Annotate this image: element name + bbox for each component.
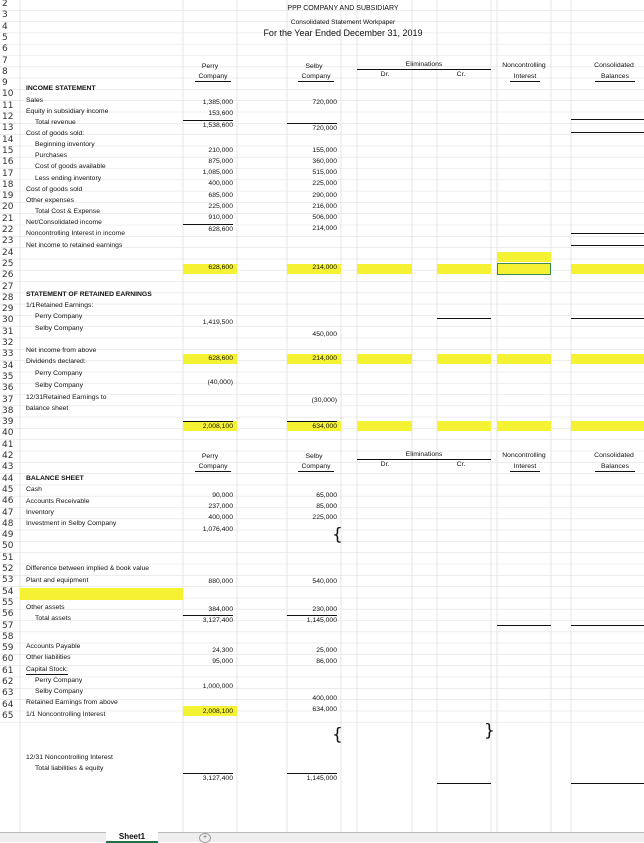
label-capital-stock: Capital Stock: [26,666,68,673]
selby-re-1231[interactable]: 634,000 [287,421,337,431]
selby-ar[interactable]: 85,000 [316,503,337,510]
row-number[interactable]: 3 [2,10,8,21]
row-number[interactable]: 50 [2,541,14,552]
row-number[interactable]: 24 [2,247,14,258]
col-eliminations: Eliminations [357,60,491,70]
row-number[interactable]: 58 [2,631,14,642]
selby-capital-stock[interactable]: 400,000 [312,695,337,702]
input-dr-re[interactable] [357,421,412,431]
selby-nire[interactable]: 214,000 [312,264,337,271]
selby-total-assets[interactable]: 1,145,000 [287,615,337,625]
row-number[interactable]: 55 [2,597,14,608]
label-tle: Total liabilities & equity [35,765,104,772]
row-number[interactable]: 10 [2,89,14,100]
row-number[interactable]: 7 [2,55,8,66]
selby-ni[interactable]: 214,000 [312,225,337,232]
selby-other-assets[interactable]: 230,000 [312,606,337,613]
col-perry-label-2: Perry [201,453,219,460]
input-dr-nia[interactable] [357,354,412,364]
selby-other-exp[interactable]: 216,000 [312,203,337,210]
col-consolidated-label-2: Consolidated [594,452,634,459]
row-number[interactable]: 46 [2,496,14,507]
period-title: For the Year Ended December 31, 2019 [263,28,423,38]
label-other-liab: Other liabilities [26,654,71,661]
row-number[interactable]: 56 [2,609,14,620]
perry-beg-inv[interactable]: 210,000 [208,147,233,154]
label-cs-selby: Selby Company [35,688,83,695]
selby-ap[interactable]: 25,000 [316,647,337,654]
perry-capital-stock[interactable]: 1,000,000 [202,683,233,690]
input-cr-nire[interactable] [437,264,491,274]
rule-cons-re [571,318,644,319]
col-cr: Cr. [456,71,466,78]
row-number[interactable]: 36 [2,383,14,394]
row-number[interactable]: 52 [2,564,14,574]
label-nci-11: 1/1 Noncontrolling Interest [26,711,106,718]
sheet-tab-sheet1[interactable]: Sheet1 [106,832,158,843]
label-ni: Net/Consolidated income [26,219,102,226]
perry-tle[interactable]: 3,127,400 [183,773,233,783]
row-number[interactable]: 14 [2,134,14,145]
add-sheet-icon[interactable]: + [199,833,211,843]
row-number[interactable]: 15 [2,145,14,156]
label-avail: Cost of goods available [35,163,106,170]
perry-nia[interactable]: 628,600 [208,355,233,362]
perry-ni[interactable]: 628,600 [183,224,233,234]
perry-tce[interactable]: 910,000 [208,214,233,221]
col-selby-sub-2: Company [298,462,334,472]
input-nci-nia[interactable] [497,354,551,364]
selby-cash[interactable]: 65,000 [316,492,337,499]
row-number[interactable]: 62 [2,677,14,687]
perry-other-assets[interactable]: 384,000 [208,606,233,613]
row-number[interactable]: 11 [2,100,14,111]
input-cons-nire[interactable] [571,264,644,274]
row-number[interactable]: 17 [2,168,14,179]
row-number[interactable]: 48 [2,518,14,529]
row-number[interactable]: 13 [2,123,14,134]
label-re-above: Retained Earnings from above [26,699,118,706]
col-consolidated-sub-2: Balances [595,462,635,472]
label-other-exp: Other expenses [26,197,74,204]
row-number[interactable]: 53 [2,575,14,586]
input-cons-re[interactable] [571,421,644,431]
col-nci-label-2: Noncontrolling [502,452,546,459]
perry-pe[interactable]: 880,000 [208,578,233,585]
row-number[interactable]: 28 [2,292,14,303]
col-eliminations-2: Eliminations [357,450,491,460]
label-inv-selby: Investment in Selby Company [26,520,117,527]
selby-tce[interactable]: 506,000 [312,214,337,221]
label-inventory: Inventory [26,509,54,516]
perry-dividends[interactable]: (40,000) [207,379,233,386]
row-number[interactable]: 63 [2,688,14,699]
perry-re-11[interactable]: 1,419,500 [202,319,233,326]
label-re-1231b: balance sheet [26,405,69,412]
label-nia: Net income from above [26,347,97,354]
perry-total-assets[interactable]: 3,127,400 [183,615,233,625]
company-title: PPP COMPANY AND SUBSIDIARY [287,5,399,12]
row-number[interactable]: 44 [2,473,14,484]
perry-avail[interactable]: 1,085,000 [202,169,233,176]
row-number[interactable]: 20 [2,202,14,213]
selby-cogs[interactable]: 290,000 [312,192,337,199]
row-number[interactable]: 27 [2,281,14,292]
row-number[interactable]: 9 [2,78,8,89]
row-number[interactable]: 4 [2,21,8,32]
rule-cons-sales [571,119,644,120]
row-number[interactable]: 45 [2,484,14,495]
row-number[interactable]: 21 [2,213,14,224]
perry-ar[interactable]: 237,000 [208,503,233,510]
col-dr-2: Dr. [380,461,390,468]
row-number[interactable]: 35 [2,371,14,382]
row-number[interactable]: 29 [2,304,14,315]
label-cs-perry: Perry Company [35,677,83,684]
col-perry-sub-2: Company [195,462,231,472]
label-div-perry: Perry Company [35,370,83,377]
label-nire: Net income to retained earnings [26,242,123,249]
row-number[interactable]: 6 [2,44,8,55]
row-number[interactable]: 25 [2,258,14,269]
selby-other-liab[interactable]: 86,000 [316,658,337,665]
row-number[interactable]: 57 [2,620,14,631]
label-re-selby: Selby Company [35,325,83,332]
row-number[interactable]: 47 [2,507,14,518]
row-number[interactable]: 18 [2,179,14,190]
row-number[interactable]: 30 [2,315,14,326]
row-number[interactable]: 34 [2,360,14,371]
col-cr-2: Cr. [456,461,466,468]
input-dr-nire[interactable] [357,264,412,274]
balance-heading: BALANCE SHEET [26,475,84,482]
selby-end-inv[interactable]: 225,000 [312,180,337,187]
selby-beg-inv[interactable]: 155,000 [312,147,337,154]
row-number[interactable]: 42 [2,451,14,461]
label-equity: Equity in subsidiary income [26,108,109,115]
perry-nire[interactable]: 628,600 [208,264,233,271]
selected-cell-nci[interactable] [497,263,551,275]
selby-dividends[interactable]: (30,000) [311,397,337,404]
selby-nia[interactable]: 214,000 [312,355,337,362]
input-cr-nia[interactable] [437,354,491,364]
input-cons-nia[interactable] [571,354,644,364]
rule-cr-tle [437,783,491,784]
retained-heading: STATEMENT OF RETAINED EARNINGS [26,291,152,298]
perry-cogs[interactable]: 685,000 [208,192,233,199]
selby-re-above[interactable]: 634,000 [312,706,337,713]
label-other-assets: Other assets [26,604,65,611]
perry-re-above[interactable]: 2,008,100 [202,708,233,715]
label-cogs-heading: Cost of goods sold: [26,130,85,137]
col-selby-label: Selby [305,63,323,70]
perry-cash[interactable]: 90,000 [212,492,233,499]
row-number[interactable]: 37 [2,394,14,405]
perry-inventory[interactable]: 400,000 [208,514,233,521]
label-purchases: Purchases [35,152,68,159]
row-number[interactable]: 19 [2,191,14,202]
label-tce: Total Cost & Expense [35,208,100,215]
perry-total-revenue[interactable]: 1,538,600 [183,120,233,130]
label-div-selby: Selby Company [35,382,83,389]
label-cash: Cash [26,486,42,493]
rule-cr-re [437,318,491,319]
label-dividends: Dividends declared: [26,358,86,365]
label-ap: Accounts Payable [26,643,81,650]
label-total-assets: Total assets [35,615,71,622]
row-number[interactable]: 2 [2,0,8,9]
row-number[interactable]: 49 [2,530,14,541]
row-number[interactable]: 16 [2,157,14,168]
row-number[interactable]: 23 [2,236,14,247]
col-consolidated-sub: Balances [595,72,635,82]
input-nci-income[interactable] [497,252,551,262]
selby-purchases[interactable]: 360,000 [312,158,337,165]
label-cogs: Cost of goods sold [26,186,83,193]
perry-other-exp[interactable]: 225,000 [208,203,233,210]
row-number[interactable]: 33 [2,349,14,360]
row-number[interactable]: 40 [2,428,14,439]
label-re-perry: Perry Company [35,313,83,320]
row-number[interactable]: 39 [2,417,14,428]
rule-cons-tce [571,233,644,234]
input-cr-re[interactable] [437,421,491,431]
perry-sales[interactable]: 1,385,000 [202,99,233,106]
perry-equity[interactable]: 153,600 [208,110,233,117]
selby-avail[interactable]: 515,000 [312,169,337,176]
row-number[interactable]: 26 [2,270,14,281]
col-selby-label-2: Selby [305,453,323,460]
row-number[interactable]: 51 [2,552,14,563]
perry-purchases[interactable]: 875,000 [208,158,233,165]
rule-cons-ni [571,245,644,246]
selby-re-11[interactable]: 450,000 [312,331,337,338]
row-number[interactable]: 43 [2,462,14,473]
selby-total-revenue[interactable]: 720,000 [287,123,337,133]
row-number[interactable]: 22 [2,225,14,235]
perry-other-liab[interactable]: 95,000 [212,658,233,665]
perry-inv-selby[interactable]: 1,076,400 [202,526,233,533]
row-number[interactable]: 38 [2,405,14,416]
workpaper-title: Consolidated Statement Workpaper [290,19,396,26]
label-ar: Accounts Receivable [26,498,90,505]
label-nci-1231: 12/31 Noncontrolling Interest [26,754,113,761]
row-number[interactable]: 64 [2,699,14,710]
col-nci-label: Noncontrolling [502,62,546,69]
rule-cons-tle [571,783,644,784]
selby-tle[interactable]: 1,145,000 [287,773,337,783]
input-nci-re[interactable] [497,421,551,431]
brace-equity-left: { [332,725,343,745]
perry-end-inv[interactable]: 400,000 [208,180,233,187]
col-selby-sub: Company [298,72,334,82]
col-consolidated-label: Consolidated [594,62,634,69]
col-perry-label: Perry [201,63,219,70]
perry-ap[interactable]: 24,300 [212,647,233,654]
perry-re-1231[interactable]: 2,008,100 [183,421,233,431]
row-number[interactable]: 54 [2,586,14,597]
row-number[interactable]: 41 [2,439,14,450]
row-number[interactable]: 60 [2,654,14,665]
label-total-revenue: Total revenue [35,119,76,126]
row-number[interactable]: 61 [2,665,14,676]
row-number[interactable]: 32 [2,338,14,348]
col-perry-sub: Company [195,72,231,82]
row-number[interactable]: 12 [2,112,14,122]
brace-selby-investment: { [332,525,343,545]
rule-nci-ta [497,625,551,626]
label-pe: Plant and equipment [26,577,89,584]
label-sales: Sales [26,97,44,104]
label-re-1231a: 12/31Retained Earnings to [26,394,107,401]
label-diff: Difference between implied & book value [26,565,150,572]
row-number[interactable]: 59 [2,643,14,654]
label-beg-inv: Beginning inventory [35,141,95,148]
rule-cons-totrev [571,132,644,133]
selby-pe[interactable]: 540,000 [312,578,337,585]
highlight-diff-label[interactable] [20,588,183,600]
label-end-inv: Less ending inventory [35,175,102,182]
col-dr: Dr. [380,71,390,78]
rule-cons-ta [571,625,644,626]
label-nci-income: Noncontrolling Interest in income [26,230,125,237]
row-number[interactable]: 31 [2,326,14,337]
col-nci-sub-2: Interest [510,462,540,472]
row-number[interactable]: 5 [2,32,8,43]
row-number[interactable]: 8 [2,66,8,77]
label-re-11: 1/1Retained Earnings: [26,302,94,309]
brace-equity-right: } [484,721,495,741]
row-number[interactable]: 65 [2,710,14,721]
col-nci-sub: Interest [510,72,540,82]
selby-sales[interactable]: 720,000 [312,99,337,106]
selby-inventory[interactable]: 225,000 [312,514,337,521]
income-heading: INCOME STATEMENT [26,85,96,92]
